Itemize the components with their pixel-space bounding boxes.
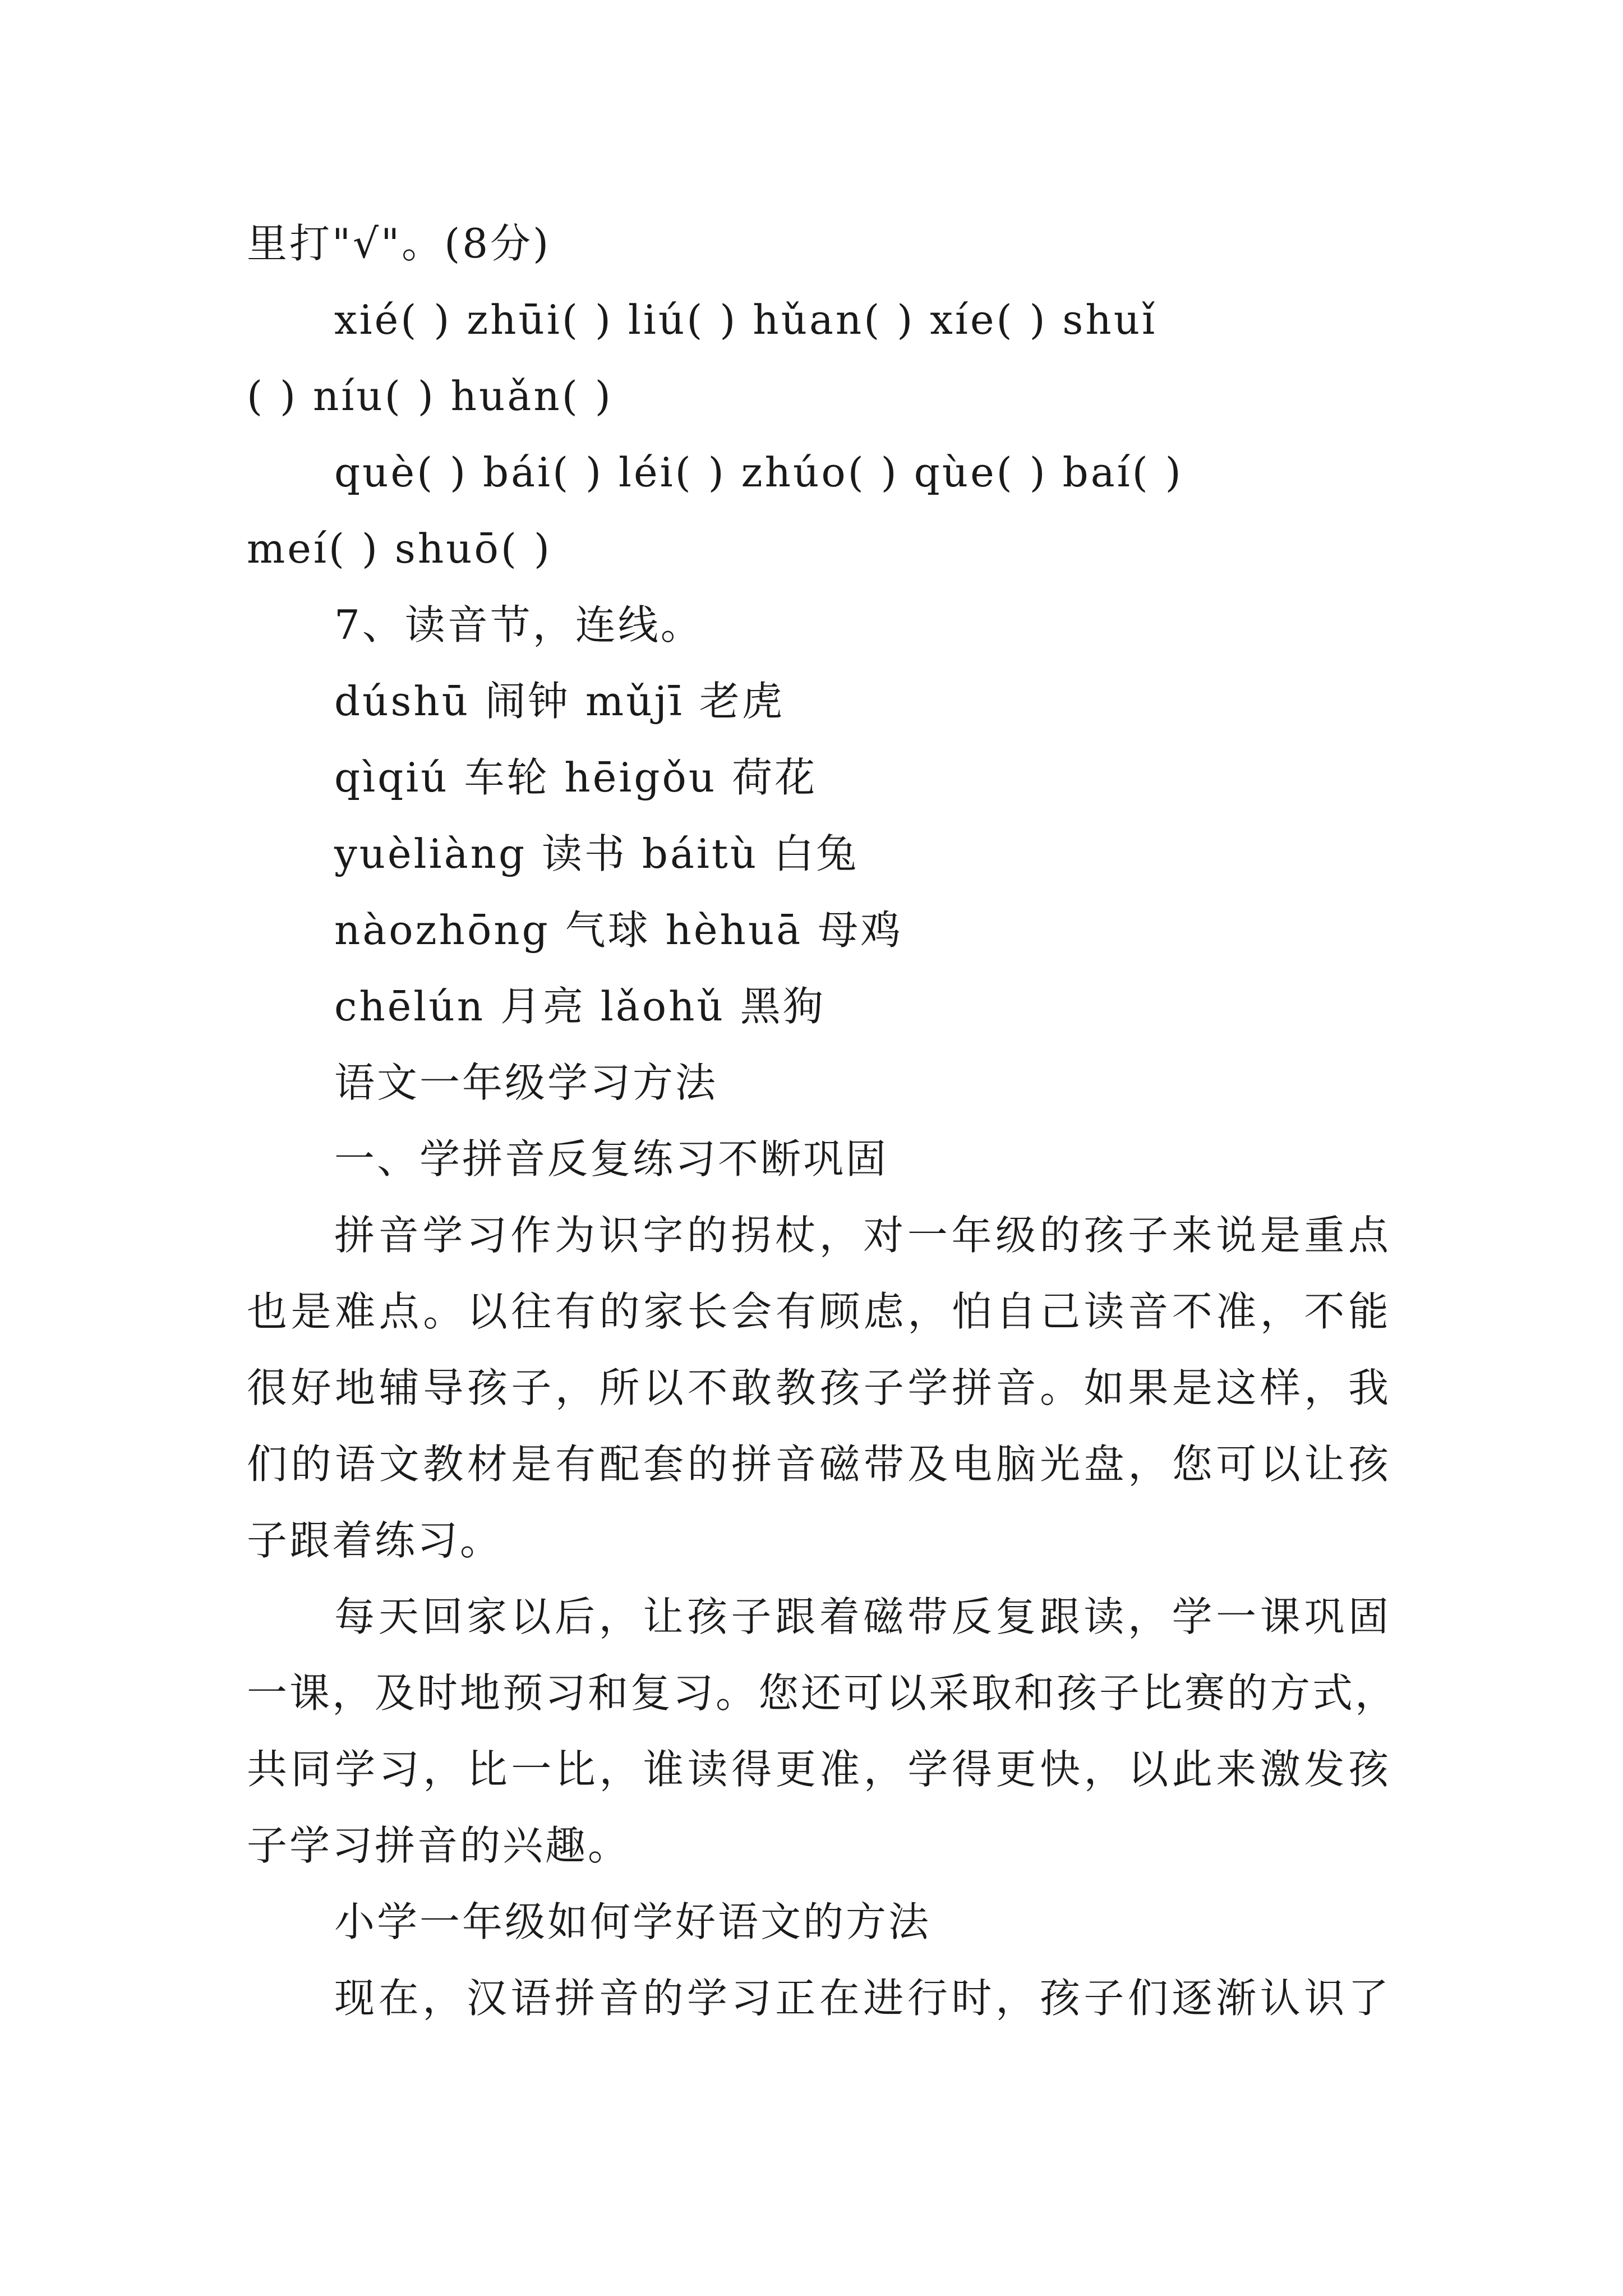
q7-row-5: chēlún 月亮 lǎohǔ 黑狗 [334,983,826,1030]
q7-row-4: nàozhōng 气球 hèhuā 母鸡 [334,907,903,954]
section-2-title: 小学一年级如何学好语文的方法 [334,1898,932,1945]
q6-pinyin-row-1-cont: ( ) níu( ) huǎn( ) [247,372,613,420]
section-subtitle: 一、学拼音反复练习不断巩固 [334,1135,889,1182]
paragraph-1-line-2: 也是难点。以往有的家长会有顾虑，怕自己读音不准，不能 [247,1288,1391,1335]
q7-title: 7、读音节，连线。 [334,601,703,648]
paragraph-2-line-2: 一课，及时地预习和复习。您还可以采取和孩子比赛的方式， [247,1669,1398,1717]
section-title: 语文一年级学习方法 [334,1059,718,1106]
q7-row-1: dúshū 闹钟 mǔjī 老虎 [334,678,785,725]
paragraph-1-line-4: 们的语文教材是有配套的拼音磁带及电脑光盘，您可以让孩 [247,1441,1391,1488]
q7-row-2: qìqiú 车轮 hēigǒu 荷花 [334,754,818,801]
q6-pinyin-row-1: xié( ) zhūi( ) liú( ) hǔan( ) xíe( ) shuǐ [334,296,1158,343]
paragraph-2-line-1: 每天回家以后，让孩子跟着磁带反复跟读，学一课巩固 [334,1593,1391,1640]
paragraph-1-line-5: 子跟着练习。 [247,1517,503,1564]
paragraph-1-line-1: 拼音学习作为识字的拐杖，对一年级的孩子来说是重点 [334,1212,1391,1259]
q6-pinyin-row-2-cont: meí( ) shuō( ) [247,525,552,572]
paragraph-1-line-3: 很好地辅导孩子，所以不敢教孩子学拼音。如果是这样，我 [247,1364,1391,1411]
q6-instruction-tail: 里打"√"。(8分) [247,220,551,267]
paragraph-2-line-4: 子学习拼音的兴趣。 [247,1822,631,1869]
paragraph-2-line-3: 共同学习，比一比，谁读得更准，学得更快，以此来激发孩 [247,1746,1391,1793]
q6-pinyin-row-2: què( ) bái( ) léi( ) zhúo( ) qùe( ) baí( ) [334,449,1183,496]
q7-row-3: yuèliàng 读书 báitù 白兔 [334,830,859,877]
paragraph-3-line-1: 现在，汉语拼音的学习正在进行时，孩子们逐渐认识了 [334,1975,1391,2022]
